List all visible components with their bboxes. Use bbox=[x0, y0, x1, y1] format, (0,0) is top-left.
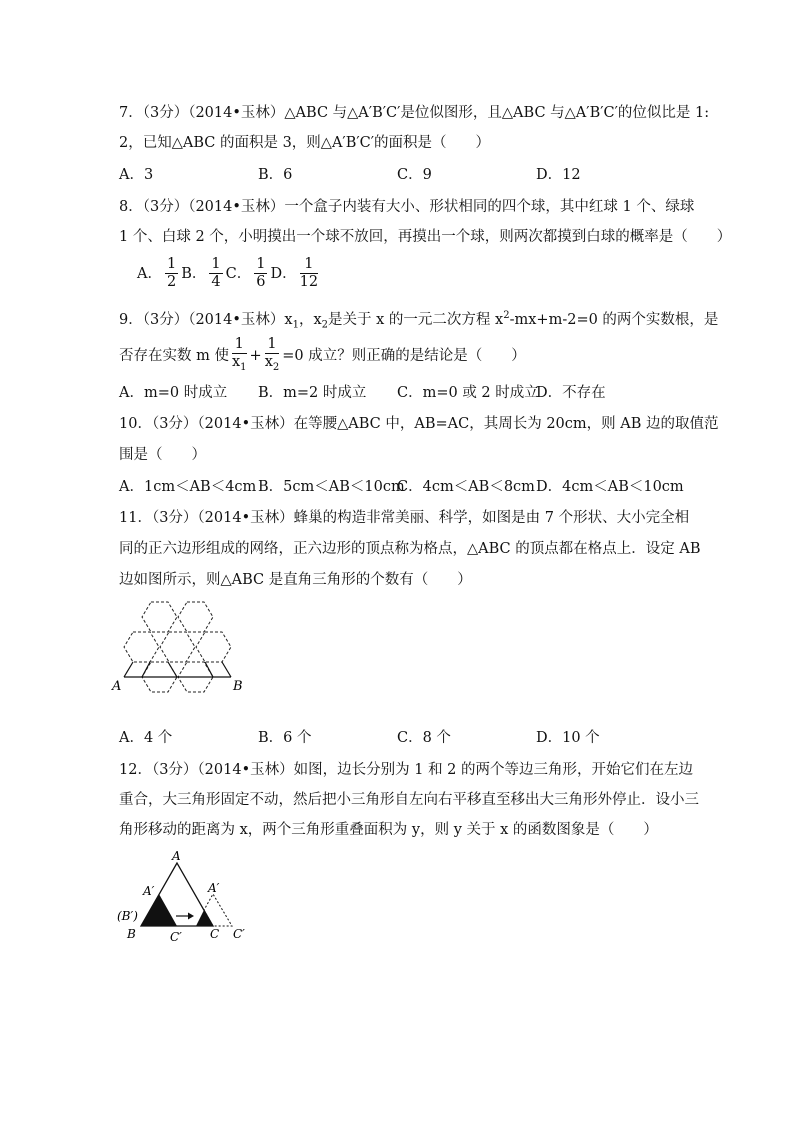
q8-stem-line1: 8．（3分）（2014•玉林）一个盒子内装有大小、形状相同的四个球，其中红球 1 个、绿球 bbox=[119, 199, 695, 215]
q9-option-d[interactable]: D．不存在 bbox=[536, 385, 606, 401]
q9-stem-line2: 否存在实数 m 使 $\frac{1}{x_1}$ + $\frac{1}{x_2}$ =0 成立？则正确的是结论是（ ） bbox=[119, 336, 526, 373]
q10-option-a[interactable]: A．1cm＜AB＜4cm bbox=[119, 479, 257, 495]
q10-option-b[interactable]: B．5cm＜AB＜10cm bbox=[258, 479, 405, 495]
q11-option-b[interactable]: B．6 个 bbox=[258, 730, 312, 746]
q11-stem-line2: 同的正六边形组成的网络，正六边形的顶点称为格点，△ABC 的顶点都在格点上．设定 AB bbox=[119, 541, 701, 557]
label-c: C bbox=[210, 927, 220, 941]
q8-option-b[interactable]: B． $\frac{1}{4}$ bbox=[181, 256, 221, 290]
q11-stem-line3: 边如图所示，则△ABC 是直角三角形的个数有（ ） bbox=[119, 572, 472, 588]
label-c-prime-mid: C′ bbox=[170, 930, 182, 944]
hexagon-middle-right bbox=[196, 632, 231, 662]
q8-option-a[interactable]: A． $\frac{1}{2}$ bbox=[137, 256, 177, 290]
label-a-prime-right: A′ bbox=[208, 881, 220, 895]
small-triangle-start bbox=[141, 894, 177, 926]
q11-option-a[interactable]: A．4 个 bbox=[119, 730, 173, 746]
small-triangle-overlap bbox=[196, 910, 213, 926]
honeycomb-figure bbox=[110, 595, 250, 720]
q8-options bbox=[137, 256, 321, 291]
label-a: A bbox=[112, 679, 122, 694]
q12-stem-line2: 重合，大三角形固定不动，然后把小三角形自左向右平移直至移出大三角形外停止．设小三 bbox=[119, 792, 699, 808]
q10-option-d[interactable]: D．4cm＜AB＜10cm bbox=[536, 479, 684, 495]
q11-option-c[interactable]: C．8 个 bbox=[397, 730, 451, 746]
q9-option-b[interactable]: B．m=2 时成立 bbox=[258, 385, 367, 401]
hexagon-top-right bbox=[178, 602, 213, 632]
hexagon-middle-left bbox=[124, 632, 159, 662]
label-a-prime-left: A′ bbox=[143, 884, 155, 898]
q12-stem-line1: 12．（3分）（2014•玉林）如图，边长分别为 1 和 2 的两个等边三角形，开始它们在左边 bbox=[119, 762, 694, 778]
q7-option-b[interactable]: B．6 bbox=[258, 167, 293, 183]
q9-option-c[interactable]: C．m=0 或 2 时成立 bbox=[397, 385, 539, 401]
q8-option-d[interactable]: D． $\frac{1}{12}$ bbox=[270, 256, 319, 290]
hexagon-top-left bbox=[142, 602, 177, 632]
q8-option-c[interactable]: C． $\frac{1}{6}$ bbox=[225, 256, 266, 290]
label-b: B bbox=[127, 927, 136, 941]
q10-stem-line1: 10．（3分）（2014•玉林）在等腰△ABC 中，AB=AC，其周长为 20cm，则 AB 边的取值范 bbox=[119, 416, 719, 432]
q11-option-d[interactable]: D．10 个 bbox=[536, 730, 600, 746]
label-b-prime: (B′) bbox=[117, 909, 138, 923]
q11-stem-line1: 11．（3分）（2014•玉林）蜂巢的构造非常美丽、科学，如图是由 7 个形状、大小完全相 bbox=[119, 510, 690, 526]
hexagon-center bbox=[160, 632, 195, 662]
q8-stem-line2: 1 个、白球 2 个，小明摸出一个球不放回，再摸出一个球，则两次都摸到白球的概率是（ ） bbox=[119, 229, 732, 245]
q7-option-a[interactable]: A．3 bbox=[119, 167, 154, 183]
q10-stem-line2: 围是（ ） bbox=[119, 447, 206, 463]
q7-stem-line2: 2，已知△ABC 的面积是 3，则△A′B′C′的面积是（ ） bbox=[119, 135, 491, 151]
q7-stem-line1: 7．（3分）（2014•玉林）△ABC 与△A′B′C′是位似图形，且△ABC 与△A′B′C′的位似比是 1: bbox=[119, 105, 710, 121]
q9-option-a[interactable]: A．m=0 时成立 bbox=[119, 385, 228, 401]
arrow-head bbox=[188, 913, 194, 920]
q7-option-c[interactable]: C．9 bbox=[397, 167, 432, 183]
q12-stem-line3: 角形移动的距离为 x，两个三角形重叠面积为 y，则 y 关于 x 的函数图象是（ ） bbox=[119, 822, 658, 838]
q10-option-c[interactable]: C．4cm＜AB＜8cm bbox=[397, 479, 535, 495]
q7-option-d[interactable]: D．12 bbox=[536, 167, 581, 183]
label-b: B bbox=[233, 679, 243, 694]
label-c-prime-right: C′ bbox=[233, 927, 245, 941]
q9-stem-line1: 9．（3分）（2014•玉林）$x_1$，$x_2$是关于 x 的一元二次方程 $x^2-mx+m-2=0$ 的两个实数根，是 bbox=[119, 310, 719, 331]
triangles-figure bbox=[112, 848, 262, 948]
label-a-top: A bbox=[172, 849, 181, 863]
